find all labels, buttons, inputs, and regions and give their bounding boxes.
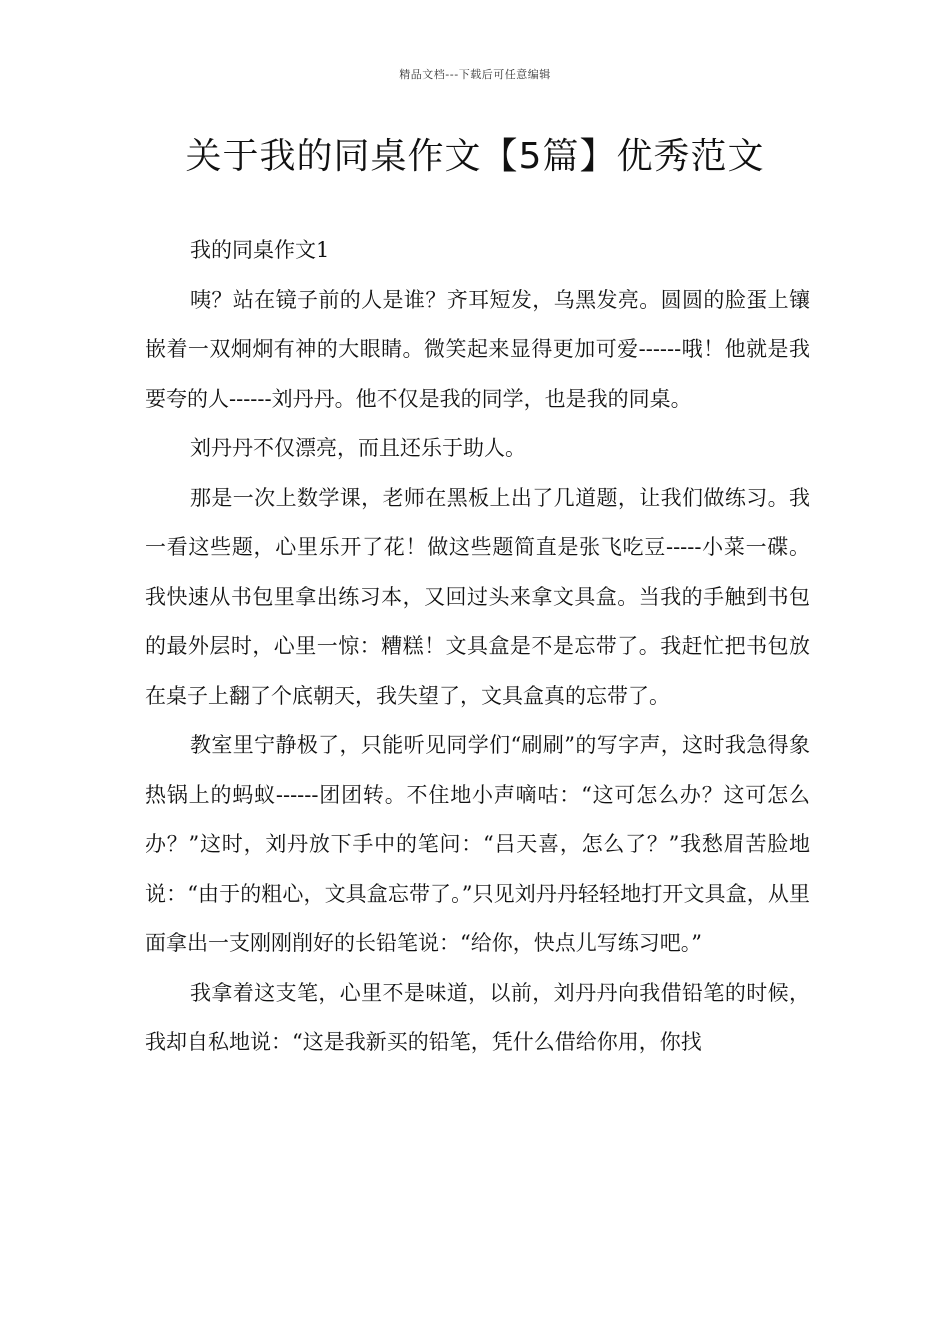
document-title: 关于我的同桌作文【5篇】优秀范文 (185, 136, 765, 177)
header-note: 精品文档---下载后可任意编辑 (399, 68, 551, 81)
section-heading: 我的同桌作文1 (190, 238, 330, 262)
document-body (145, 226, 810, 1068)
paragraph-4: 教室里宁静极了，只能听见同学们“刷刷”的写字声，这时我急得象热锅上的蚂蚁------团团转。不住地小声嘀咕：“这可怎么办？这可怎么办？”这时，刘丹放下手中的笔问：“吕天喜，怎么了？”我愁眉苦脸地说：“由于的粗心，文具盒忘带了。”只见刘丹丹轻轻地打开文具盒，从里面拿出一支刚刚削好的长铅笔说：“给你，快点儿写练习吧。” (145, 733, 810, 955)
paragraph-1: 咦？站在镜子前的人是谁？齐耳短发，乌黑发亮。圆圆的脸蛋上镶嵌着一双炯炯有神的大眼睛。微笑起来显得更加可爱------哦！他就是我要夸的人------刘丹丹。他不仅是我的同学，也是我的同桌。 (145, 287, 810, 411)
paragraph-3: 那是一次上数学课，老师在黑板上出了几道题，让我们做练习。我一看这些题，心里乐开了花！做这些题简直是张飞吃豆-----小菜一碟。我快速从书包里拿出练习本，又回过头来拿文具盒。当我的手触到书包的最外层时，心里一惊：糟糕！文具盒是不是忘带了。我赶忙把书包放在桌子上翻了个底朝天，我失望了，文具盒真的忘带了。 (145, 485, 810, 708)
paragraph-2: 刘丹丹不仅漂亮，而且还乐于助人。 (190, 436, 526, 460)
paragraph-5: 我拿着这支笔，心里不是味道，以前，刘丹丹向我借铅笔的时候，我却自私地说：“这是我新买的铅笔，凭什么借给你用，你找 (145, 980, 810, 1054)
